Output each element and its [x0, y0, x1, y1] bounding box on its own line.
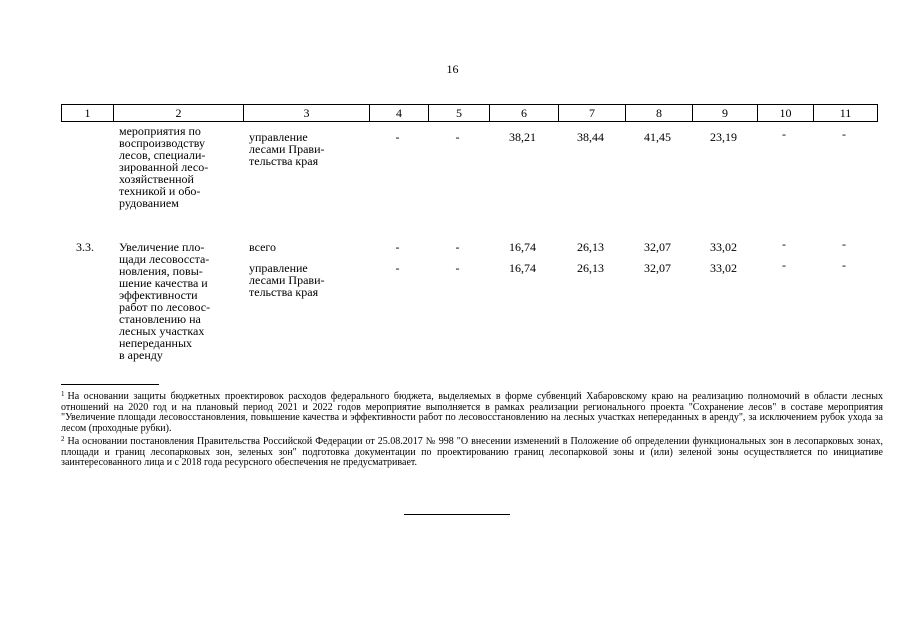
value-col-7: 26,13 [577, 261, 604, 275]
column-number: 9 [693, 105, 758, 122]
end-separator [404, 514, 510, 515]
column-number: 1 [62, 105, 114, 122]
value-col-8: 41,45 [644, 130, 671, 144]
row-activity-name: Увеличение пло- щади лесовосста- новления, повы- шение качества и эффективности работ по лесовос- становлению на лесных участках непереданных в аренду [119, 240, 211, 362]
value-col-6: 38,21 [509, 130, 536, 144]
value-col-10: - [782, 127, 786, 141]
value-col-5: - [455, 240, 460, 254]
row-funding-source: управление лесами Прави- тельства края [249, 261, 325, 299]
column-number: 2 [114, 105, 244, 122]
column-number: 3 [244, 105, 370, 122]
column-number: 10 [758, 105, 814, 122]
row-funding-source: всего [249, 240, 277, 254]
column-number: 4 [370, 105, 429, 122]
footnote-1 [61, 389, 883, 434]
row-activity-name: мероприятия по воспроизводству лесов, специали- зированной лесо- хозяйственной техникой и обо- рудованием [119, 124, 209, 210]
column-number: 5 [429, 105, 490, 122]
footnote-mark: 2 [61, 435, 65, 443]
value-col-4: - [395, 240, 400, 254]
value-col-9: 33,02 [710, 261, 737, 275]
value-col-7: 26,13 [577, 240, 604, 254]
row-funding-source: управление лесами Прави- тельства края [249, 130, 325, 168]
value-col-5: - [455, 130, 460, 144]
value-col-11: - [842, 258, 846, 272]
footnote-text: На основании постановления Правительства Российской Федерации от 25.08.2017 № 998 "О внесении изменений в Положение об определении функциональных зон в лесопарковых зонах, площади и границ лесопарковых зон, зеленых зон" подготовка документации по проектированию границ лесопарковой зоны и (или) зеленой зоны осуществляется по инициативе заинтересованного лица и с 2018 года ресурсного обеспечения не предусматривает. [61, 436, 883, 468]
value-col-9: 23,19 [710, 130, 737, 144]
page-number: 16 [446, 62, 459, 76]
footnote-text: На основании защиты бюджетных проектировок расходов федерального бюджета, выделяемых в форме субвенций Хабаровскому краю на реализацию полномочий в области лесных отношений на 2020 год и на плановый период 2021 и 2022 годов мероприятие выполняется в рамках реализации регионального проекта "Сохранение лесов" в составе мероприятия "Увеличение площади лесовосстановления, повышение качества и эффективности работ по лесовосстановлению на лесных участках непереданных в аренду", за исключением рубок ухода за лесом (проходные рубки). [61, 391, 883, 434]
column-number: 6 [490, 105, 559, 122]
value-col-8: 32,07 [644, 261, 671, 275]
row-number: 3.3. [76, 240, 94, 254]
value-col-8: 32,07 [644, 240, 671, 254]
column-number-header [61, 104, 878, 122]
column-number: 11 [814, 105, 878, 122]
value-col-4: - [395, 261, 400, 275]
value-col-11: - [842, 237, 846, 251]
value-col-4: - [395, 130, 400, 144]
value-col-5: - [455, 261, 460, 275]
value-col-7: 38,44 [577, 130, 604, 144]
value-col-10: - [782, 258, 786, 272]
value-col-6: 16,74 [509, 261, 536, 275]
value-col-6: 16,74 [509, 240, 536, 254]
footnote-separator [61, 384, 159, 385]
footnote-2 [61, 434, 883, 469]
column-number: 8 [626, 105, 693, 122]
value-col-9: 33,02 [710, 240, 737, 254]
footnote-mark: 1 [61, 390, 65, 398]
column-number: 7 [559, 105, 626, 122]
value-col-11: - [842, 127, 846, 141]
value-col-10: - [782, 237, 786, 251]
